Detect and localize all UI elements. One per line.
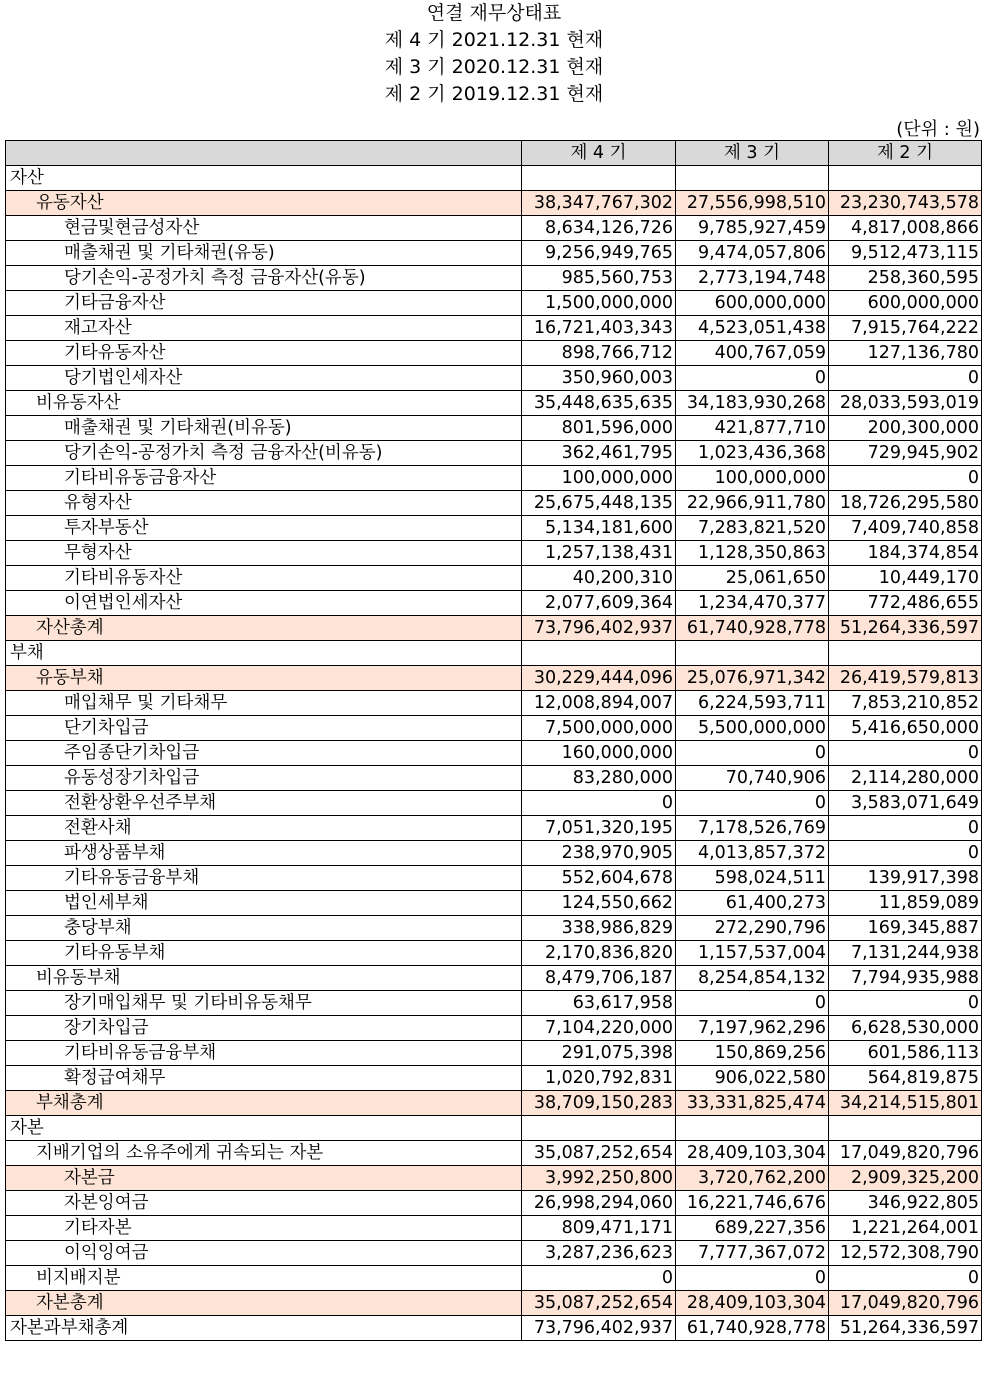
amount-cell: 16,221,746,676 (676, 1191, 829, 1216)
amount-cell: 33,331,825,474 (676, 1091, 829, 1116)
row-label: 장기차입금 (6, 1016, 522, 1041)
amount-cell (522, 641, 676, 666)
table-row (6, 741, 982, 766)
column-header: 제 2 기 (829, 141, 982, 166)
row-label: 기타자본 (6, 1216, 522, 1241)
amount-cell: 600,000,000 (829, 291, 982, 316)
row-label: 재고자산 (6, 316, 522, 341)
row-label: 지배기업의 소유주에게 귀속되는 자본 (6, 1141, 522, 1166)
amount-cell (829, 166, 982, 191)
amount-cell: 51,264,336,597 (829, 1316, 982, 1341)
row-label: 투자부동산 (6, 516, 522, 541)
table-row (6, 991, 982, 1016)
row-label: 자본과부채총계 (6, 1316, 522, 1341)
table-row (6, 1216, 982, 1241)
row-label: 매출채권 및 기타채권(비유동) (6, 416, 522, 441)
amount-cell: 5,416,650,000 (829, 716, 982, 741)
amount-cell: 160,000,000 (522, 741, 676, 766)
row-label: 기타비유동자산 (6, 566, 522, 591)
amount-cell: 729,945,902 (829, 441, 982, 466)
table-row (6, 191, 982, 216)
amount-cell: 2,170,836,820 (522, 941, 676, 966)
amount-cell: 801,596,000 (522, 416, 676, 441)
row-label: 부채 (6, 641, 522, 666)
amount-cell (676, 1116, 829, 1141)
row-label: 주임종단기차입금 (6, 741, 522, 766)
column-header-row (6, 141, 982, 166)
amount-cell: 6,224,593,711 (676, 691, 829, 716)
amount-cell: 8,479,706,187 (522, 966, 676, 991)
statement-header (0, 0, 988, 108)
amount-cell: 0 (522, 1266, 676, 1291)
amount-cell: 8,254,854,132 (676, 966, 829, 991)
amount-cell: 4,013,857,372 (676, 841, 829, 866)
amount-cell: 0 (676, 366, 829, 391)
amount-cell: 100,000,000 (522, 466, 676, 491)
amount-cell: 0 (829, 366, 982, 391)
amount-cell: 350,960,003 (522, 366, 676, 391)
table-row (6, 1191, 982, 1216)
amount-cell: 73,796,402,937 (522, 1316, 676, 1341)
table-row (6, 616, 982, 641)
amount-cell: 1,221,264,001 (829, 1216, 982, 1241)
table-row (6, 816, 982, 841)
row-label: 자본금 (6, 1166, 522, 1191)
table-row (6, 1116, 982, 1141)
amount-cell: 7,853,210,852 (829, 691, 982, 716)
table-row (6, 1241, 982, 1266)
amount-cell: 689,227,356 (676, 1216, 829, 1241)
table-row (6, 1091, 982, 1116)
amount-cell (522, 166, 676, 191)
amount-cell: 400,767,059 (676, 341, 829, 366)
amount-cell: 564,819,875 (829, 1066, 982, 1091)
row-label: 비유동자산 (6, 391, 522, 416)
table-row (6, 166, 982, 191)
row-label: 매입채무 및 기타채무 (6, 691, 522, 716)
amount-cell: 12,572,308,790 (829, 1241, 982, 1266)
amount-cell: 9,474,057,806 (676, 241, 829, 266)
table-row (6, 1316, 982, 1341)
amount-cell: 26,419,579,813 (829, 666, 982, 691)
amount-cell: 346,922,805 (829, 1191, 982, 1216)
amount-cell: 238,970,905 (522, 841, 676, 866)
amount-cell: 83,280,000 (522, 766, 676, 791)
amount-cell: 28,033,593,019 (829, 391, 982, 416)
column-header: 제 4 기 (522, 141, 676, 166)
row-label: 매출채권 및 기타채권(유동) (6, 241, 522, 266)
row-label: 파생상품부채 (6, 841, 522, 866)
amount-cell: 7,915,764,222 (829, 316, 982, 341)
row-label: 자산 (6, 166, 522, 191)
column-header: 제 3 기 (676, 141, 829, 166)
row-label: 비유동부채 (6, 966, 522, 991)
table-row (6, 566, 982, 591)
amount-cell: 10,449,170 (829, 566, 982, 591)
amount-cell: 35,087,252,654 (522, 1291, 676, 1316)
amount-cell: 61,740,928,778 (676, 1316, 829, 1341)
row-label: 당기손익-공정가치 측정 금융자산(유동) (6, 266, 522, 291)
amount-cell: 0 (676, 991, 829, 1016)
table-row (6, 491, 982, 516)
amount-cell: 9,256,949,765 (522, 241, 676, 266)
amount-cell: 906,022,580 (676, 1066, 829, 1091)
amount-cell: 0 (522, 791, 676, 816)
amount-cell: 35,448,635,635 (522, 391, 676, 416)
amount-cell: 28,409,103,304 (676, 1141, 829, 1166)
amount-cell: 2,077,609,364 (522, 591, 676, 616)
table-row (6, 316, 982, 341)
row-label: 자본총계 (6, 1291, 522, 1316)
statement-title: 연결 재무상태표 (426, 2, 562, 24)
amount-cell: 38,709,150,283 (522, 1091, 676, 1116)
amount-cell: 362,461,795 (522, 441, 676, 466)
amount-cell: 38,347,767,302 (522, 191, 676, 216)
table-row (6, 466, 982, 491)
amount-cell: 0 (829, 991, 982, 1016)
amount-cell: 27,556,998,510 (676, 191, 829, 216)
table-row (6, 1066, 982, 1091)
amount-cell: 0 (676, 741, 829, 766)
amount-cell: 7,794,935,988 (829, 966, 982, 991)
row-label: 확정급여채무 (6, 1066, 522, 1091)
amount-cell: 25,076,971,342 (676, 666, 829, 691)
row-label: 자본잉여금 (6, 1191, 522, 1216)
amount-cell: 127,136,780 (829, 341, 982, 366)
table-row (6, 791, 982, 816)
amount-cell: 35,087,252,654 (522, 1141, 676, 1166)
amount-cell: 26,998,294,060 (522, 1191, 676, 1216)
amount-cell: 8,634,126,726 (522, 216, 676, 241)
amount-cell: 40,200,310 (522, 566, 676, 591)
amount-cell: 421,877,710 (676, 416, 829, 441)
table-row (6, 291, 982, 316)
table-row (6, 341, 982, 366)
amount-cell: 0 (676, 1266, 829, 1291)
amount-cell: 17,049,820,796 (829, 1291, 982, 1316)
amount-cell: 258,360,595 (829, 266, 982, 291)
row-label: 법인세부채 (6, 891, 522, 916)
table-row (6, 366, 982, 391)
amount-cell: 11,859,089 (829, 891, 982, 916)
amount-cell (829, 1116, 982, 1141)
amount-cell: 1,023,436,368 (676, 441, 829, 466)
row-label: 전환사채 (6, 816, 522, 841)
amount-cell: 169,345,887 (829, 916, 982, 941)
amount-cell: 7,409,740,858 (829, 516, 982, 541)
table-row (6, 241, 982, 266)
amount-cell: 1,257,138,431 (522, 541, 676, 566)
balance-sheet-table (5, 140, 982, 1341)
row-label: 현금및현금성자산 (6, 216, 522, 241)
table-row (6, 716, 982, 741)
table-row (6, 391, 982, 416)
amount-cell: 7,197,962,296 (676, 1016, 829, 1041)
table-row (6, 691, 982, 716)
row-label: 이연법인세자산 (6, 591, 522, 616)
row-label: 유동자산 (6, 191, 522, 216)
row-label: 기타유동부채 (6, 941, 522, 966)
amount-cell: 25,675,448,135 (522, 491, 676, 516)
row-label: 자산총계 (6, 616, 522, 641)
table-row (6, 891, 982, 916)
amount-cell: 4,523,051,438 (676, 316, 829, 341)
amount-cell: 100,000,000 (676, 466, 829, 491)
row-label: 기타비유동금융부채 (6, 1041, 522, 1066)
amount-cell: 3,720,762,200 (676, 1166, 829, 1191)
amount-cell: 3,992,250,800 (522, 1166, 676, 1191)
amount-cell: 338,986,829 (522, 916, 676, 941)
amount-cell: 1,234,470,377 (676, 591, 829, 616)
table-row (6, 1041, 982, 1066)
row-label: 기타유동금융부채 (6, 866, 522, 891)
amount-cell: 16,721,403,343 (522, 316, 676, 341)
amount-cell: 200,300,000 (829, 416, 982, 441)
amount-cell: 2,773,194,748 (676, 266, 829, 291)
table-row (6, 866, 982, 891)
amount-cell: 9,512,473,115 (829, 241, 982, 266)
row-label: 당기손익-공정가치 측정 금융자산(비유동) (6, 441, 522, 466)
table-row (6, 1291, 982, 1316)
amount-cell: 7,178,526,769 (676, 816, 829, 841)
amount-cell: 1,128,350,863 (676, 541, 829, 566)
period-line: 제 2 기 2019.12.31 현재 (384, 83, 604, 105)
amount-cell: 73,796,402,937 (522, 616, 676, 641)
amount-cell: 291,075,398 (522, 1041, 676, 1066)
amount-cell: 150,869,256 (676, 1041, 829, 1066)
amount-cell: 9,785,927,459 (676, 216, 829, 241)
amount-cell: 18,726,295,580 (829, 491, 982, 516)
row-label: 비지배지분 (6, 1266, 522, 1291)
table-row (6, 216, 982, 241)
row-label: 유동성장기차입금 (6, 766, 522, 791)
table-row (6, 916, 982, 941)
amount-cell: 7,777,367,072 (676, 1241, 829, 1266)
row-label: 무형자산 (6, 541, 522, 566)
amount-cell: 0 (676, 791, 829, 816)
amount-cell: 0 (829, 816, 982, 841)
row-label: 이익잉여금 (6, 1241, 522, 1266)
amount-cell: 5,134,181,600 (522, 516, 676, 541)
amount-cell: 30,229,444,096 (522, 666, 676, 691)
table-row (6, 941, 982, 966)
table-row (6, 666, 982, 691)
table-row (6, 641, 982, 666)
row-label: 부채총계 (6, 1091, 522, 1116)
amount-cell: 4,817,008,866 (829, 216, 982, 241)
row-label: 유동부채 (6, 666, 522, 691)
amount-cell: 809,471,171 (522, 1216, 676, 1241)
amount-cell: 28,409,103,304 (676, 1291, 829, 1316)
row-label: 유형자산 (6, 491, 522, 516)
amount-cell: 898,766,712 (522, 341, 676, 366)
amount-cell: 1,020,792,831 (522, 1066, 676, 1091)
amount-cell: 0 (829, 841, 982, 866)
period-line: 제 4 기 2021.12.31 현재 (384, 29, 604, 51)
table-row (6, 841, 982, 866)
table-row (6, 441, 982, 466)
amount-cell: 600,000,000 (676, 291, 829, 316)
row-label: 전환상환우선주부채 (6, 791, 522, 816)
amount-cell: 25,061,650 (676, 566, 829, 591)
amount-cell: 2,909,325,200 (829, 1166, 982, 1191)
amount-cell: 124,550,662 (522, 891, 676, 916)
amount-cell: 7,051,320,195 (522, 816, 676, 841)
row-label: 자본 (6, 1116, 522, 1141)
amount-cell: 272,290,796 (676, 916, 829, 941)
amount-cell: 1,500,000,000 (522, 291, 676, 316)
amount-cell: 3,287,236,623 (522, 1241, 676, 1266)
amount-cell (676, 641, 829, 666)
amount-cell: 34,183,930,268 (676, 391, 829, 416)
table-row (6, 766, 982, 791)
amount-cell: 772,486,655 (829, 591, 982, 616)
amount-cell: 139,917,398 (829, 866, 982, 891)
table-row (6, 1016, 982, 1041)
row-label: 기타비유동금융자산 (6, 466, 522, 491)
amount-cell: 985,560,753 (522, 266, 676, 291)
amount-cell: 552,604,678 (522, 866, 676, 891)
amount-cell: 51,264,336,597 (829, 616, 982, 641)
amount-cell: 34,214,515,801 (829, 1091, 982, 1116)
amount-cell (829, 641, 982, 666)
table-body (6, 141, 982, 1341)
table-row (6, 1166, 982, 1191)
amount-cell: 61,740,928,778 (676, 616, 829, 641)
amount-cell: 12,008,894,007 (522, 691, 676, 716)
amount-cell: 601,586,113 (829, 1041, 982, 1066)
amount-cell: 7,131,244,938 (829, 941, 982, 966)
amount-cell (522, 1116, 676, 1141)
amount-cell: 23,230,743,578 (829, 191, 982, 216)
table-row (6, 1266, 982, 1291)
amount-cell: 598,024,511 (676, 866, 829, 891)
amount-cell: 0 (829, 741, 982, 766)
amount-cell: 17,049,820,796 (829, 1141, 982, 1166)
row-label: 장기매입채무 및 기타비유동채무 (6, 991, 522, 1016)
amount-cell: 61,400,273 (676, 891, 829, 916)
amount-cell: 63,617,958 (522, 991, 676, 1016)
row-label: 기타유동자산 (6, 341, 522, 366)
table-row (6, 591, 982, 616)
amount-cell: 0 (829, 466, 982, 491)
row-label: 단기차입금 (6, 716, 522, 741)
amount-cell (676, 166, 829, 191)
table-row (6, 541, 982, 566)
amount-cell: 7,500,000,000 (522, 716, 676, 741)
table-row (6, 266, 982, 291)
table-row (6, 1141, 982, 1166)
column-header (6, 141, 522, 166)
row-label: 기타금융자산 (6, 291, 522, 316)
table-row (6, 516, 982, 541)
amount-cell: 3,583,071,649 (829, 791, 982, 816)
table-row (6, 966, 982, 991)
amount-cell: 7,283,821,520 (676, 516, 829, 541)
amount-cell: 70,740,906 (676, 766, 829, 791)
amount-cell: 7,104,220,000 (522, 1016, 676, 1041)
amount-cell: 6,628,530,000 (829, 1016, 982, 1041)
amount-cell: 184,374,854 (829, 541, 982, 566)
row-label: 당기법인세자산 (6, 366, 522, 391)
period-line: 제 3 기 2020.12.31 현재 (384, 56, 604, 78)
amount-cell: 0 (829, 1266, 982, 1291)
amount-cell: 22,966,911,780 (676, 491, 829, 516)
row-label: 충당부채 (6, 916, 522, 941)
amount-cell: 1,157,537,004 (676, 941, 829, 966)
amount-cell: 2,114,280,000 (829, 766, 982, 791)
table-row (6, 416, 982, 441)
amount-cell: 5,500,000,000 (676, 716, 829, 741)
unit-label: (단위 : 원) (896, 119, 980, 140)
